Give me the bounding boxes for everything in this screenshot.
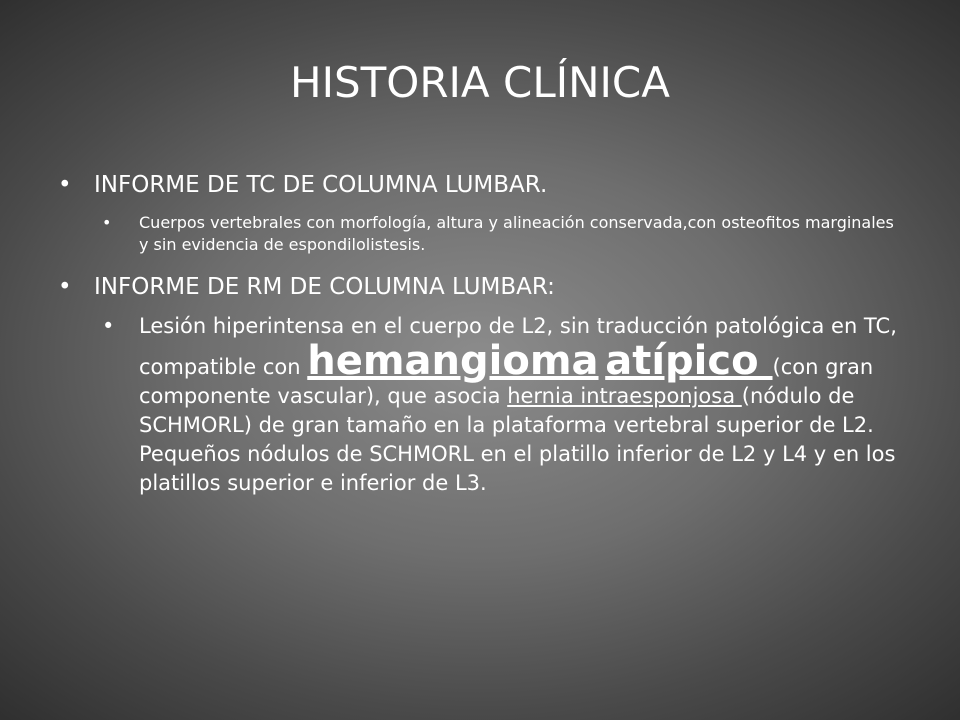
bullet-icon: • — [102, 314, 115, 338]
bullet-icon: • — [58, 172, 72, 198]
tc-report-heading: INFORME DE TC DE COLUMNA LUMBAR. — [94, 172, 548, 198]
rm-findings-part2: (con gran componente vascular), que asocia — [139, 355, 874, 408]
sub-bullet-tc-findings — [58, 212, 908, 256]
rm-findings-text — [139, 314, 897, 495]
bullet-icon: • — [58, 274, 72, 300]
highlight-atipico: atípico — [605, 338, 773, 384]
bullet-icon: • — [102, 213, 112, 232]
rm-findings-part3: (nódulo de SCHMORL) de gran tamaño en la plataforma vertebral superior de L2. Pequeños nódulos de SCHMORL en el platillo inferior de L2 y L4 y en los platillos superior e inferior de L3. — [139, 384, 896, 495]
highlight-hemangioma: hemangioma — [307, 338, 599, 384]
slide-title: HISTORIA CLÍNICA — [290, 58, 670, 107]
bullet-item-rm-report — [58, 272, 908, 302]
underlined-hernia-intraesponjosa: hernia intraesponjosa — [507, 384, 742, 408]
sub-bullet-rm-findings — [58, 312, 908, 498]
tc-findings-text: Cuerpos vertebrales con morfología, altura y alineación conservada,con osteofitos marginales y sin evidencia de espondilolistesis. — [139, 213, 894, 254]
rm-findings-part1: Lesión hiperintensa en el cuerpo de L2, sin traducción patológica en TC, compatible con — [139, 314, 897, 379]
rm-report-heading: INFORME DE RM DE COLUMNA LUMBAR: — [94, 274, 555, 300]
slide-content — [58, 170, 908, 498]
bullet-item-tc-report — [58, 170, 908, 200]
